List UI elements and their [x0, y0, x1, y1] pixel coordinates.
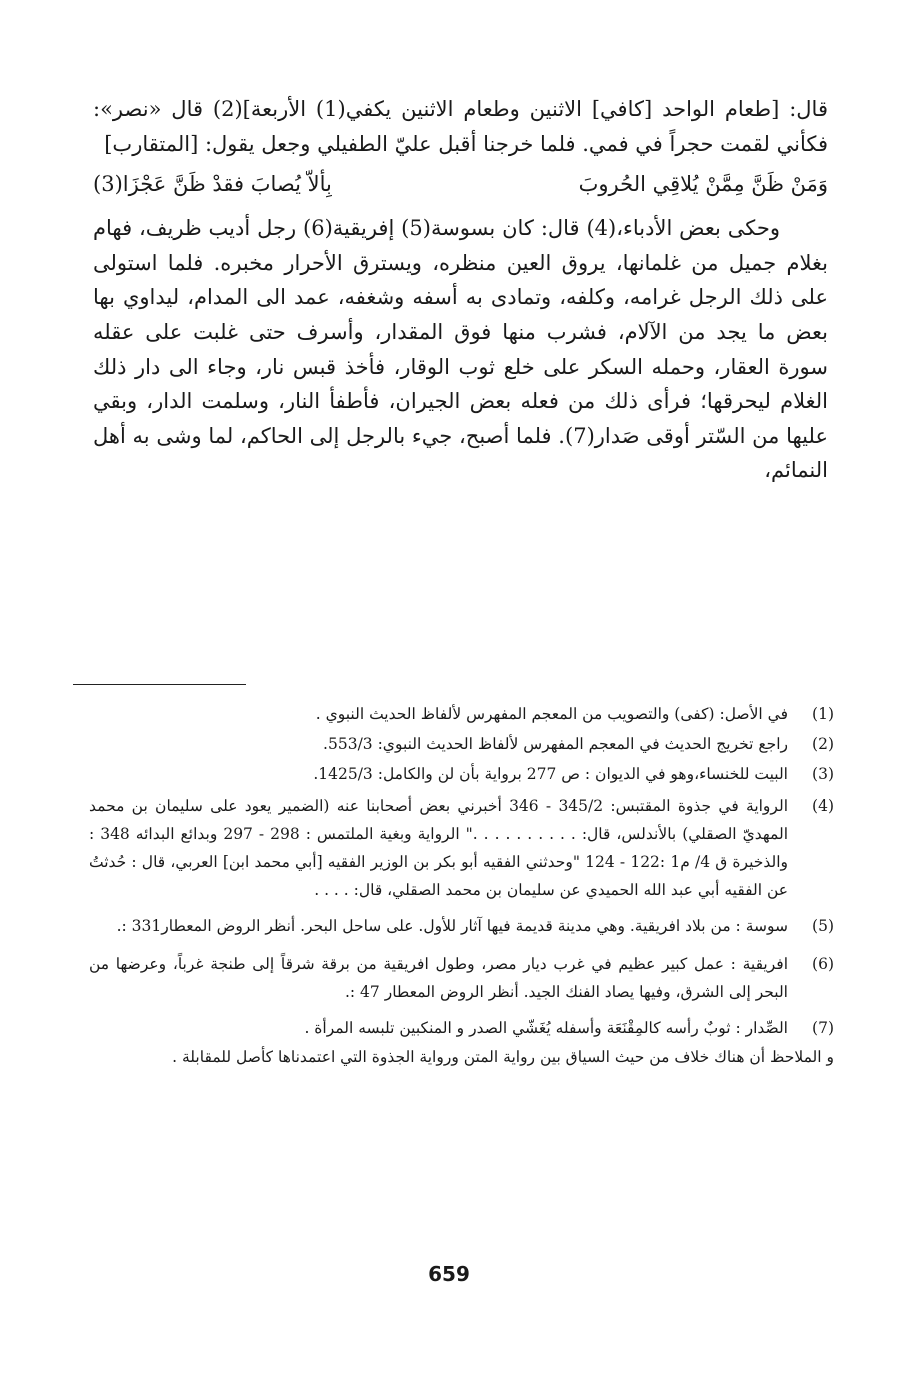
footnote-4 — [89, 792, 834, 904]
footnote-text: الرواية في جذوة المقتبس: 345/2 - 346 أخبرني بعض أصحابنا عنه (الضمير يعود على سليمان بن محمد المهديّ الصقلي) بالأندلس، قال: . . . . . . . . . ." الرواية وبغية الملتمس : 298 - 297 وبدائع البدائه 348 : والذخيرة ق 4/ م1 :122 - 124 "وحدثني الفقيه أبو بكر بن الوزير الفقيه [أبي محمد ابن] العربي، قال : حُدثتُ عن الفقيه أبي عبد الله الحميدي عن سليمان بن محمد الصقلي، قال: . . . . — [89, 797, 789, 899]
footnote-number: (6) — [812, 955, 834, 973]
footnote-number: (3) — [812, 765, 834, 783]
footnote-continuation: و الملاحظ أن هناك خلاف من حيث السياق بين رواية المتن ورواية الجذوة التي اعتمدناها كأصل للمقابلة . — [172, 1048, 834, 1066]
footnote-text: الصِّدار : ثوبٌ رأسه كالمِقْنَعَة وأسفله يُغَشّي الصدر و المنكبين تلبسه المرأة . — [304, 1019, 788, 1037]
footnote-number: (2) — [812, 735, 834, 753]
footnote-text: راجع تخريج الحديث في المعجم المفهرس لألفاظ الحديث النبوي: 553/3. — [323, 735, 788, 753]
footnote-number: (1) — [812, 705, 834, 723]
main-text — [93, 92, 828, 488]
footnote-7 — [89, 1014, 834, 1042]
footnote-text: البيت للخنساء،وهو في الديوان : ص 277 برواية بأن لن والكامل: 1425/3. — [313, 765, 788, 783]
footnote-number: (7) — [812, 1019, 834, 1037]
verse-first-hemistich: وَمَنْ ظَنَّ مِمَّنْ يُلاقِي الحُروبَ — [578, 172, 828, 197]
footnote-5 — [89, 912, 834, 940]
footnote-text: افريقية : عمل كبير عظيم في غرب ديار مصر، وطول افريقية من برقة شرقاً إلى طنجة غرباً، وعرضها من البحر إلى الشرق، وفيها يصاد الفنك الجيد. أنظر الروض المعطار 47 :. — [89, 955, 788, 1001]
paragraph-2: وحكى بعض الأدباء،(4) قال: كان بسوسة(5) إفريقية(6) رجل أديب ظريف، فهام بغلام جميل من غلمانها، يروق العين منظره، ويسترق الأحرار مخبره. فلما استولى على ذلك الرجل غرامه، وكلفه، وتمادى به أسفه وشغفه، عمد الى المدام، ليداوي بها بعض ما يجد من الآلام، فشرب منها فوق المقدار، وأسرف حتى غلبت على عقله سورة العقار، وحمله السكر على خلع ثوب الوقار، فأخذ قبس نار، وجاء الى دار ذلك الغلام ليحرقها؛ فرأى ذلك من فعله بعض الجيران، فأطفأ النار، وسلمت الدار، وبقي عليها من السّتر أوقى صَدار(7). فلما أصبح، جيء بالرجل إلى الحاكم، لما وشى به أهل النمائم، — [93, 216, 829, 483]
verse-second-hemistich: بِألاّ يُصابَ فقدْ ظَنَّ عَجْزَا(3) — [93, 172, 332, 197]
footnote-1 — [89, 700, 834, 728]
footnote-number: (4) — [812, 797, 834, 815]
footnote-3 — [89, 760, 834, 788]
footnote-text: سوسة : من بلاد افريقية. وهي مدينة قديمة فيها آثار للأول. على ساحل البحر. أنظر الروض المعطار331 :. — [116, 917, 788, 935]
poem-verse — [93, 161, 828, 211]
footnote-text: في الأصل: (كفى) والتصويب من المعجم المفهرس لألفاظ الحديث النبوي . — [315, 705, 788, 723]
footnote-separator — [73, 684, 246, 685]
footnotes — [89, 700, 834, 1071]
footnote-6 — [89, 950, 834, 1006]
footnote-2 — [89, 730, 834, 758]
footnote-number: (5) — [812, 917, 834, 935]
paragraph-1: قال: [طعام الواحد [كافي] الاثنين وطعام الاثنين يكفي(1) الأربعة](2) قال «نصر»: فكأني لقمت حجراً في فمي. فلما خرجنا أقبل عليّ الطفيلي وجعل يقول: [المتقارب] — [93, 97, 828, 156]
page-number: 659 — [428, 1262, 470, 1286]
